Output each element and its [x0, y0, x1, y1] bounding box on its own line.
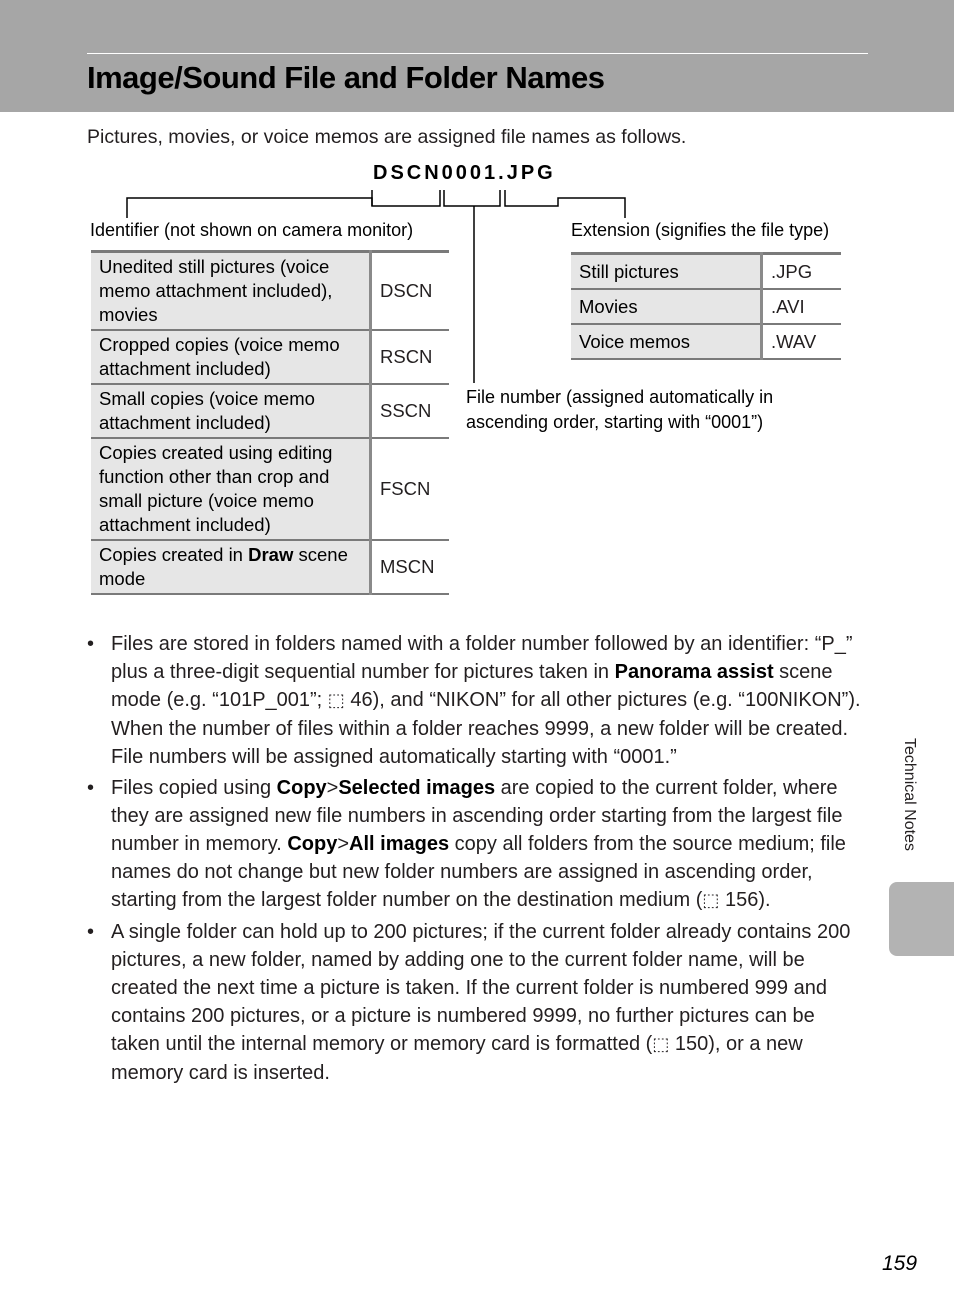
bullet-text: Files copied using	[111, 777, 277, 799]
identifier-bracket	[127, 190, 440, 218]
table-row	[91, 252, 449, 331]
notes-list	[87, 630, 867, 1090]
bullet-text: A single folder can hold up to 200 pictures; if the current folder already contains 200 pictures, a new folder, named by adding one to the current folder name, will be created the next time a picture is taken. If the current folder is numbered 999 and contains 200 pictures, or a picture is numbered 9999, no further pictures can be taken until the internal memory or memory card is formatted (	[111, 921, 851, 1055]
extension-label: Extension (signifies the file type)	[571, 220, 830, 240]
table-row	[571, 254, 841, 290]
bullet-marker: •	[87, 777, 95, 799]
page-title: Image/Sound File and Folder Names	[87, 60, 605, 95]
intro-text: Pictures, movies, or voice memos are assigned file names as follows.	[87, 126, 687, 148]
bullet-text: scene mode (e.g. “101P_001”;	[111, 661, 833, 711]
table-row	[571, 289, 841, 324]
menu-all-images: All images	[349, 833, 450, 855]
file-number-bracket	[444, 190, 500, 206]
description-text: Copies created in	[99, 544, 249, 565]
draw-mode-name: Draw	[248, 544, 294, 565]
extension-code: .WAV	[762, 324, 842, 359]
bullet-marker: •	[87, 921, 95, 943]
example-filename: DSCN0001.JPG	[373, 162, 556, 184]
extension-bracket	[505, 190, 625, 218]
table-row	[91, 330, 449, 384]
bullet-marker: •	[87, 633, 95, 655]
identifier-code: RSCN	[371, 330, 450, 384]
table-row	[571, 324, 841, 359]
panorama-assist-mode: Panorama assist	[614, 661, 774, 683]
book-reference-icon: ⬚	[702, 890, 720, 911]
identifier-description: Small copies (voice memo attachment included)	[91, 384, 371, 438]
identifier-code: FSCN	[371, 438, 450, 540]
extension-code: .JPG	[762, 254, 842, 290]
bullet-text: 156).	[719, 889, 771, 911]
extension-description: Movies	[571, 289, 762, 324]
bullet-text: 46), and “NIKON” for all other pictures (e.g. “100NIKON”). When the number of files within a folder reaches 9999, a new folder will be created. File numbers will be assigned automatically starting with “0001.”	[111, 689, 861, 768]
extension-description: Still pictures	[571, 254, 762, 290]
description-text: scene mode	[99, 544, 348, 589]
identifier-description: Unedited still pictures (voice memo attachment included), movies	[91, 252, 371, 331]
page-number: 159	[882, 1252, 918, 1275]
identifier-code: MSCN	[371, 540, 450, 594]
book-reference-icon: ⬚	[652, 1034, 670, 1055]
identifier-label: Identifier (not shown on camera monitor)	[90, 220, 414, 240]
book-reference-icon: ⬚	[327, 690, 345, 711]
identifier-description: Cropped copies (voice memo attachment included)	[91, 330, 371, 384]
menu-copy: Copy	[287, 833, 338, 855]
extension-code: .AVI	[762, 289, 842, 324]
identifier-table	[91, 250, 449, 595]
identifier-description	[91, 540, 371, 594]
section-tab-label: Technical Notes	[901, 738, 918, 851]
menu-copy: Copy	[276, 777, 327, 799]
identifier-code: DSCN	[371, 252, 450, 331]
file-number-label: File number (assigned automatically in ascending order, starting with “0001”)	[466, 387, 774, 432]
table-row	[91, 540, 449, 594]
list-item	[87, 630, 867, 771]
bullet-text: copy all folders from the source medium; file names do not change but new folder numbers are assigned in ascending order, starting from the largest folder number on the destination medium (	[111, 833, 846, 911]
identifier-description: Copies created using editing function other than crop and small picture (voice memo attachment included)	[91, 438, 371, 540]
table-row	[91, 438, 449, 540]
extension-table	[571, 252, 841, 360]
list-item	[87, 918, 867, 1087]
table-row	[91, 384, 449, 438]
bullet-text: are copied to the current folder, where they are assigned new file numbers in ascending order starting from the largest file number in memory.	[111, 777, 843, 855]
menu-separator: >	[337, 833, 350, 855]
extension-description: Voice memos	[571, 324, 762, 359]
menu-separator: >	[326, 777, 339, 799]
bullet-text: Files are stored in folders named with a folder number followed by an identifier: “P_” plus a three-digit sequential number for pictures taken in	[111, 633, 853, 683]
list-item	[87, 774, 867, 915]
identifier-code: SSCN	[371, 384, 450, 438]
section-tab	[889, 882, 954, 956]
bullet-text: 150), or a new memory card is inserted.	[111, 1033, 803, 1084]
menu-selected-images: Selected images	[338, 777, 496, 799]
